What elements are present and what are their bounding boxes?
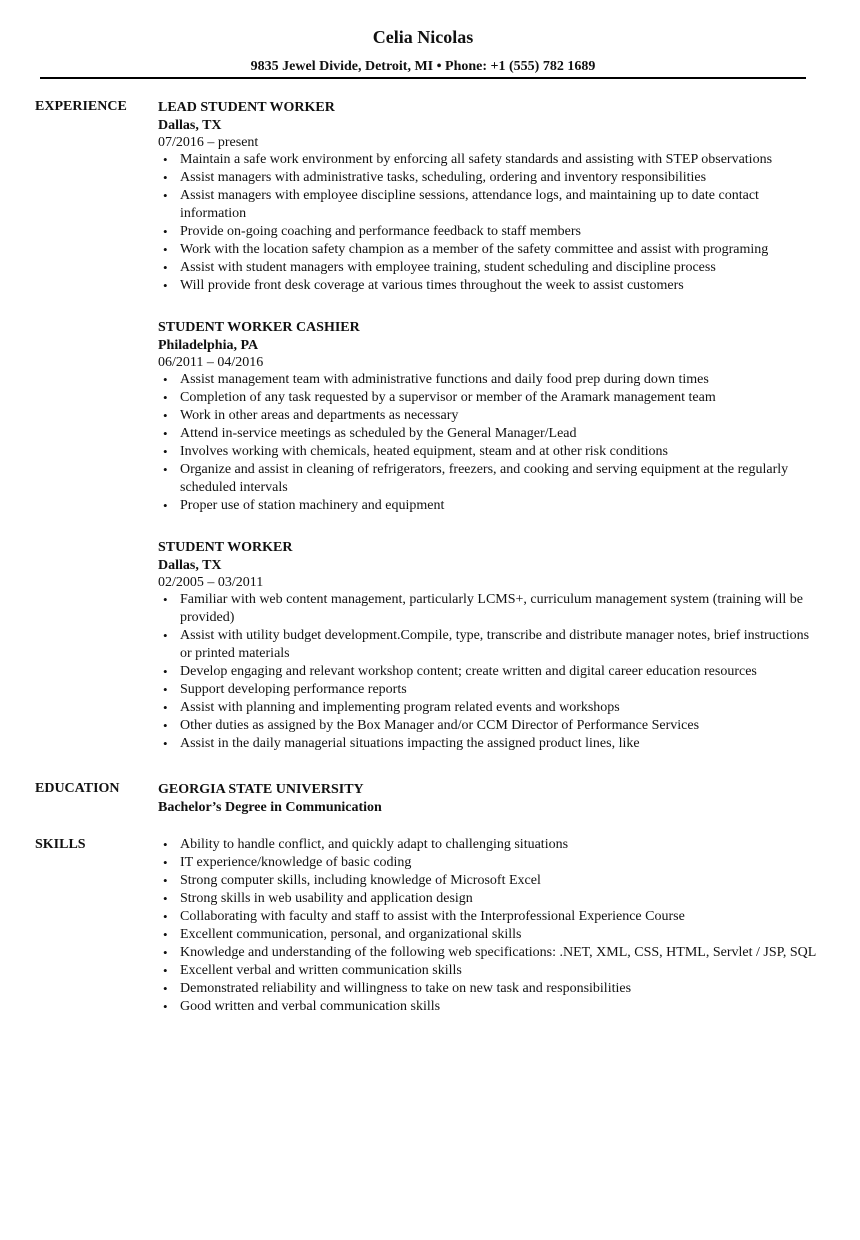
job-bullets bbox=[158, 371, 818, 515]
list-item: • Good written and verbal communication skills bbox=[158, 998, 818, 1016]
job-dates: 06/2011 – 04/2016 bbox=[158, 355, 264, 370]
header-divider bbox=[40, 77, 806, 79]
list-item: • Assist with student managers with employee training, student scheduling and discipline process bbox=[158, 259, 818, 277]
list-item: • Assist with utility budget development.Compile, type, transcribe and distribute manager notes, brief instructions or printed materials bbox=[158, 627, 818, 663]
job-entry bbox=[158, 98, 818, 295]
job-location: Philadelphia, PA bbox=[158, 338, 259, 353]
section-label-experience: EXPERIENCE bbox=[35, 99, 127, 114]
job-entry bbox=[158, 318, 818, 515]
list-item: • Provide on-going coaching and performance feedback to staff members bbox=[158, 223, 818, 241]
school-name: GEORGIA STATE UNIVERSITY bbox=[158, 782, 364, 797]
job-location: Dallas, TX bbox=[158, 118, 222, 133]
skills-entry bbox=[158, 836, 818, 1016]
list-item: • Completion of any task requested by a supervisor or member of the Aramark management team bbox=[158, 389, 818, 407]
job-title: STUDENT WORKER CASHIER bbox=[158, 320, 360, 335]
list-item: • Support developing performance reports bbox=[158, 681, 818, 699]
list-item: • Other duties as assigned by the Box Manager and/or CCM Director of Performance Services bbox=[158, 717, 818, 735]
list-item: • Proper use of station machinery and equipment bbox=[158, 497, 818, 515]
contact-line: 9835 Jewel Divide, Detroit, MI • Phone: +1 (555) 782 1689 bbox=[250, 59, 596, 74]
job-entry bbox=[158, 538, 818, 753]
skills-list bbox=[158, 836, 818, 1016]
list-item: • IT experience/knowledge of basic coding bbox=[158, 854, 818, 872]
list-item: • Familiar with web content management, particularly LCMS+, curriculum management system (training will be provided) bbox=[158, 591, 818, 627]
list-item: • Assist management team with administrative functions and daily food prep during down times bbox=[158, 371, 818, 389]
list-item: • Develop engaging and relevant workshop content; create written and digital career education resources bbox=[158, 663, 818, 681]
job-bullets bbox=[158, 151, 818, 295]
section-label-education: EDUCATION bbox=[35, 781, 120, 796]
job-location: Dallas, TX bbox=[158, 558, 222, 573]
list-item: • Maintain a safe work environment by enforcing all safety standards and assisting with STEP observations bbox=[158, 151, 818, 169]
job-bullets bbox=[158, 591, 818, 753]
degree: Bachelor’s Degree in Communication bbox=[158, 800, 382, 815]
section-label-skills: SKILLS bbox=[35, 837, 86, 852]
education-entry bbox=[158, 780, 818, 817]
list-item: • Excellent verbal and written communication skills bbox=[158, 962, 818, 980]
list-item: • Assist managers with administrative tasks, scheduling, ordering and inventory responsibilities bbox=[158, 169, 818, 187]
list-item: • Strong computer skills, including knowledge of Microsoft Excel bbox=[158, 872, 818, 890]
list-item: • Ability to handle conflict, and quickly adapt to challenging situations bbox=[158, 836, 818, 854]
list-item: • Work in other areas and departments as necessary bbox=[158, 407, 818, 425]
job-title: LEAD STUDENT WORKER bbox=[158, 100, 335, 115]
list-item: • Will provide front desk coverage at various times throughout the week to assist customers bbox=[158, 277, 818, 295]
list-item: • Assist in the daily managerial situations impacting the assigned product lines, like bbox=[158, 735, 818, 753]
candidate-name: Celia Nicolas bbox=[372, 27, 474, 47]
job-dates: 02/2005 – 03/2011 bbox=[158, 575, 264, 590]
list-item: • Assist with planning and implementing program related events and workshops bbox=[158, 699, 818, 717]
list-item: • Assist managers with employee discipline sessions, attendance logs, and maintaining up to date contact information bbox=[158, 187, 818, 223]
list-item: • Involves working with chemicals, heated equipment, steam and at other risk conditions bbox=[158, 443, 818, 461]
list-item: • Work with the location safety champion as a member of the safety committee and assist with programing bbox=[158, 241, 818, 259]
list-item: • Demonstrated reliability and willingness to take on new task and responsibilities bbox=[158, 980, 818, 998]
list-item: • Excellent communication, personal, and organizational skills bbox=[158, 926, 818, 944]
job-dates: 07/2016 – present bbox=[158, 135, 259, 150]
list-item: • Collaborating with faculty and staff to assist with the Interprofessional Experience Course bbox=[158, 908, 818, 926]
list-item: • Knowledge and understanding of the following web specifications: .NET, XML, CSS, HTML, Servlet / JSP, SQL bbox=[158, 944, 818, 962]
list-item: • Attend in-service meetings as scheduled by the General Manager/Lead bbox=[158, 425, 818, 443]
list-item: • Organize and assist in cleaning of refrigerators, freezers, and cooking and serving equipment at the regularly scheduled intervals bbox=[158, 461, 818, 497]
list-item: • Strong skills in web usability and application design bbox=[158, 890, 818, 908]
job-title: STUDENT WORKER bbox=[158, 540, 293, 555]
